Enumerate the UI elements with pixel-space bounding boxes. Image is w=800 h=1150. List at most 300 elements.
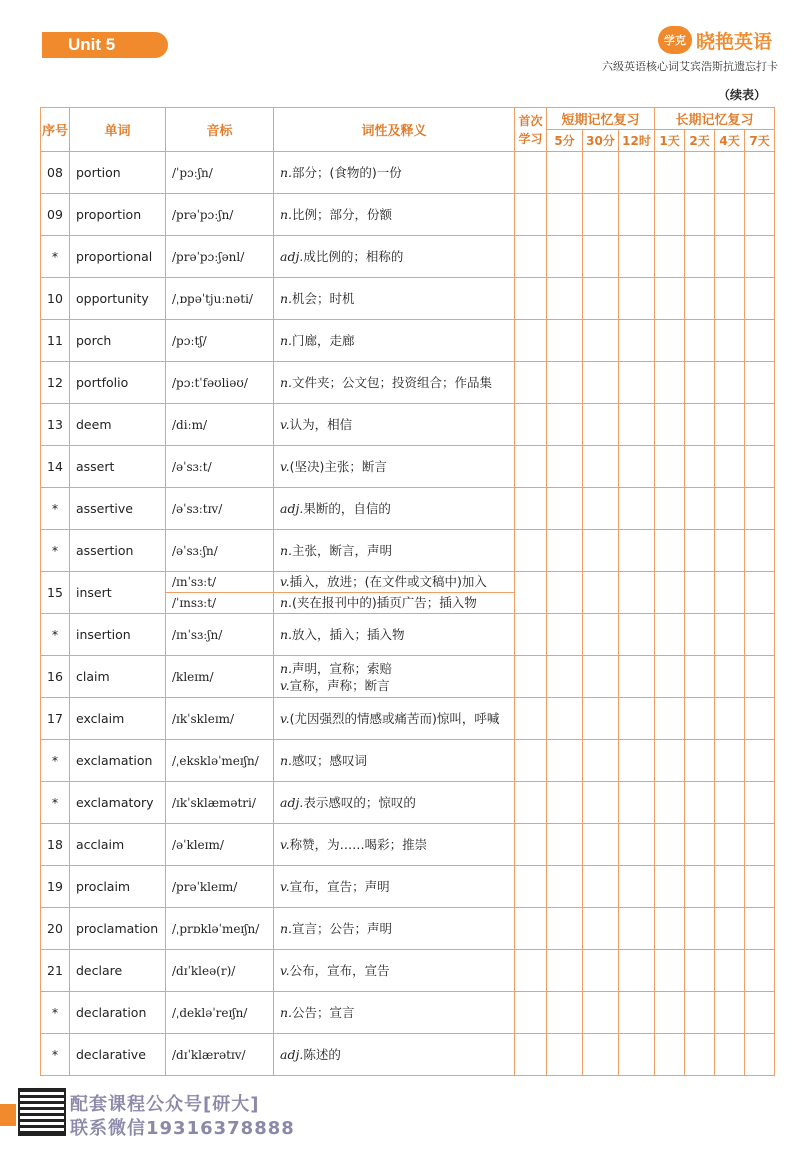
review-checkbox-cell[interactable] xyxy=(745,740,775,782)
review-checkbox-cell[interactable] xyxy=(547,236,583,278)
word-cell: declare xyxy=(70,950,166,992)
review-checkbox-cell[interactable] xyxy=(745,404,775,446)
review-checkbox-cell[interactable] xyxy=(583,1034,619,1076)
definition-cell xyxy=(274,236,515,278)
table-row xyxy=(41,614,775,656)
row-number: 14 xyxy=(41,446,70,488)
definition-cell xyxy=(274,1034,515,1076)
definition-cell xyxy=(274,992,515,1034)
phonetic-cell: /əˈsɜːʃn/ xyxy=(166,530,274,572)
review-checkbox-cell[interactable] xyxy=(583,698,619,740)
review-checkbox-cell[interactable] xyxy=(547,278,583,320)
review-checkbox-cell[interactable] xyxy=(619,740,655,782)
phonetic-cell: /ˈpɔːʃn/ xyxy=(166,152,274,194)
row-number: * xyxy=(41,740,70,782)
review-checkbox-cell[interactable] xyxy=(745,698,775,740)
review-checkbox-cell[interactable] xyxy=(619,572,655,614)
phonetic-cell: /əˈsɜːtɪv/ xyxy=(166,488,274,530)
review-checkbox-cell[interactable] xyxy=(655,950,685,992)
review-checkbox-cell[interactable] xyxy=(655,404,685,446)
table-row xyxy=(41,362,775,404)
slot-long-header: 1天 xyxy=(655,130,685,152)
review-checkbox-cell[interactable] xyxy=(547,824,583,866)
review-checkbox-cell[interactable] xyxy=(745,488,775,530)
pos-label: v. xyxy=(280,711,290,726)
phonetic-cell: /dɪˈklærətɪv/ xyxy=(166,1034,274,1076)
review-checkbox-cell[interactable] xyxy=(515,698,547,740)
review-checkbox-cell[interactable] xyxy=(745,572,775,614)
table-row xyxy=(41,530,775,572)
review-checkbox-cell[interactable] xyxy=(715,152,745,194)
review-checkbox-cell[interactable] xyxy=(619,320,655,362)
review-checkbox-cell[interactable] xyxy=(515,362,547,404)
review-checkbox-cell[interactable] xyxy=(619,908,655,950)
review-checkbox-cell[interactable] xyxy=(655,530,685,572)
definition-cell xyxy=(274,362,515,404)
definition-text: 声明，宣称；索赔 xyxy=(292,660,393,676)
pos-label: n. xyxy=(280,921,293,936)
review-checkbox-cell[interactable] xyxy=(619,656,655,698)
row-number: 08 xyxy=(41,152,70,194)
review-checkbox-cell[interactable] xyxy=(547,152,583,194)
review-checkbox-cell[interactable] xyxy=(515,992,547,1034)
definition-text: (坚决)主张；断言 xyxy=(289,459,387,474)
word-cell: declarative xyxy=(70,1034,166,1076)
row-number: 16 xyxy=(41,656,70,698)
table-row xyxy=(41,194,775,236)
review-checkbox-cell[interactable] xyxy=(547,698,583,740)
definition-cell xyxy=(274,278,515,320)
definition-cell xyxy=(274,698,515,740)
review-checkbox-cell[interactable] xyxy=(547,446,583,488)
review-checkbox-cell[interactable] xyxy=(583,824,619,866)
word-cell: opportunity xyxy=(70,278,166,320)
definition-text: 门廊，走廊 xyxy=(292,333,355,348)
table-row xyxy=(41,236,775,278)
review-checkbox-cell[interactable] xyxy=(515,404,547,446)
review-checkbox-cell[interactable] xyxy=(619,614,655,656)
definition-text: 插入，放进；(在文件或文稿中)加入 xyxy=(289,574,487,589)
review-checkbox-cell[interactable] xyxy=(685,698,715,740)
pos-label: n. xyxy=(280,660,293,676)
review-checkbox-cell[interactable] xyxy=(619,698,655,740)
review-checkbox-cell[interactable] xyxy=(655,320,685,362)
review-checkbox-cell[interactable] xyxy=(619,488,655,530)
review-checkbox-cell[interactable] xyxy=(715,404,745,446)
review-checkbox-cell[interactable] xyxy=(745,320,775,362)
review-checkbox-cell[interactable] xyxy=(655,362,685,404)
review-checkbox-cell[interactable] xyxy=(547,404,583,446)
review-checkbox-cell[interactable] xyxy=(583,740,619,782)
review-checkbox-cell[interactable] xyxy=(655,866,685,908)
vocab-table xyxy=(40,107,775,1076)
review-checkbox-cell[interactable] xyxy=(515,446,547,488)
review-checkbox-cell[interactable] xyxy=(619,782,655,824)
review-checkbox-cell[interactable] xyxy=(547,950,583,992)
word-cell: exclamatory xyxy=(70,782,166,824)
review-checkbox-cell[interactable] xyxy=(715,236,745,278)
definition-cell xyxy=(274,908,515,950)
table-row xyxy=(41,152,775,194)
definition-cell xyxy=(274,572,515,614)
review-checkbox-cell[interactable] xyxy=(655,278,685,320)
review-checkbox-cell[interactable] xyxy=(685,194,715,236)
pos-label: v. xyxy=(280,879,290,894)
definition-cell xyxy=(274,740,515,782)
table-row xyxy=(41,278,775,320)
review-checkbox-cell[interactable] xyxy=(715,950,745,992)
review-checkbox-cell[interactable] xyxy=(685,950,715,992)
word-cell: proportional xyxy=(70,236,166,278)
definition-text: 宣言；公告；声明 xyxy=(292,921,393,936)
review-checkbox-cell[interactable] xyxy=(515,572,547,614)
review-checkbox-cell[interactable] xyxy=(655,1034,685,1076)
phonetic-cell: /ˌprɒkləˈmeɪʃn/ xyxy=(166,908,274,950)
pos-label: v. xyxy=(280,837,290,852)
pos-label: n. xyxy=(280,291,293,306)
review-checkbox-cell[interactable] xyxy=(685,1034,715,1076)
review-checkbox-cell[interactable] xyxy=(515,656,547,698)
word-cell: portion xyxy=(70,152,166,194)
definition-cell xyxy=(274,446,515,488)
row-number: 21 xyxy=(41,950,70,992)
review-checkbox-cell[interactable] xyxy=(583,320,619,362)
row-number: * xyxy=(41,530,70,572)
review-checkbox-cell[interactable] xyxy=(655,740,685,782)
review-checkbox-cell[interactable] xyxy=(745,194,775,236)
review-checkbox-cell[interactable] xyxy=(655,446,685,488)
review-checkbox-cell[interactable] xyxy=(655,488,685,530)
table-row xyxy=(41,824,775,866)
review-checkbox-cell[interactable] xyxy=(685,572,715,614)
review-checkbox-cell[interactable] xyxy=(547,488,583,530)
review-checkbox-cell[interactable] xyxy=(583,782,619,824)
review-checkbox-cell[interactable] xyxy=(619,446,655,488)
review-checkbox-cell[interactable] xyxy=(715,782,745,824)
word-cell: exclamation xyxy=(70,740,166,782)
review-checkbox-cell[interactable] xyxy=(685,992,715,1034)
phonetic-cell: /kleɪm/ xyxy=(166,656,274,698)
review-checkbox-cell[interactable] xyxy=(715,446,745,488)
review-checkbox-cell[interactable] xyxy=(515,866,547,908)
pos-label: n. xyxy=(280,753,293,768)
review-checkbox-cell[interactable] xyxy=(715,362,745,404)
review-checkbox-cell[interactable] xyxy=(515,782,547,824)
review-checkbox-cell[interactable] xyxy=(547,320,583,362)
phonetic-cell: /ˌdekləˈreɪʃn/ xyxy=(166,992,274,1034)
review-checkbox-cell[interactable] xyxy=(655,194,685,236)
word-cell: insert xyxy=(70,572,166,614)
review-checkbox-cell[interactable] xyxy=(547,656,583,698)
review-checkbox-cell[interactable] xyxy=(619,950,655,992)
row-number: * xyxy=(41,614,70,656)
review-checkbox-cell[interactable] xyxy=(515,740,547,782)
definition-cell xyxy=(274,152,515,194)
review-checkbox-cell[interactable] xyxy=(655,698,685,740)
review-checkbox-cell[interactable] xyxy=(655,236,685,278)
review-checkbox-cell[interactable] xyxy=(745,152,775,194)
pos-label: n. xyxy=(280,333,293,348)
footer xyxy=(0,1086,800,1150)
review-checkbox-cell[interactable] xyxy=(745,362,775,404)
phonetic-cell: /ɪkˈskleɪm/ xyxy=(166,698,274,740)
review-checkbox-cell[interactable] xyxy=(583,572,619,614)
review-checkbox-cell[interactable] xyxy=(547,908,583,950)
definition-text: 称赞，为……喝彩；推崇 xyxy=(289,837,428,852)
review-checkbox-cell[interactable] xyxy=(583,404,619,446)
pos-label: n. xyxy=(280,595,293,610)
review-checkbox-cell[interactable] xyxy=(745,908,775,950)
review-checkbox-cell[interactable] xyxy=(515,824,547,866)
definition-text: 宣称，声称；断言 xyxy=(289,677,390,693)
review-checkbox-cell[interactable] xyxy=(685,782,715,824)
review-checkbox-cell[interactable] xyxy=(619,152,655,194)
review-checkbox-cell[interactable] xyxy=(515,278,547,320)
review-checkbox-cell[interactable] xyxy=(547,866,583,908)
definition-text: 成比例的；相称的 xyxy=(303,249,404,264)
pos-label: v. xyxy=(280,417,290,432)
slot-long-header: 7天 xyxy=(745,130,775,152)
review-checkbox-cell[interactable] xyxy=(515,1034,547,1076)
definition-text: 放入，插入；插入物 xyxy=(292,627,405,642)
definition-cell xyxy=(274,656,515,698)
definition-text: (尤因强烈的情感或痛苦而)惊叫，呼喊 xyxy=(289,711,500,726)
review-checkbox-cell[interactable] xyxy=(619,362,655,404)
review-checkbox-cell[interactable] xyxy=(619,404,655,446)
review-checkbox-cell[interactable] xyxy=(547,530,583,572)
review-checkbox-cell[interactable] xyxy=(619,194,655,236)
review-checkbox-cell[interactable] xyxy=(715,530,745,572)
review-checkbox-cell[interactable] xyxy=(583,530,619,572)
review-checkbox-cell[interactable] xyxy=(745,866,775,908)
review-checkbox-cell[interactable] xyxy=(583,152,619,194)
review-checkbox-cell[interactable] xyxy=(685,656,715,698)
review-checkbox-cell[interactable] xyxy=(583,236,619,278)
word-cell: proportion xyxy=(70,194,166,236)
review-checkbox-cell[interactable] xyxy=(515,152,547,194)
review-checkbox-cell[interactable] xyxy=(655,824,685,866)
review-checkbox-cell[interactable] xyxy=(685,488,715,530)
slot-long-header: 2天 xyxy=(685,130,715,152)
review-checkbox-cell[interactable] xyxy=(655,908,685,950)
phonetic-cell: /prəˈkleɪm/ xyxy=(166,866,274,908)
review-checkbox-cell[interactable] xyxy=(547,740,583,782)
review-checkbox-cell[interactable] xyxy=(745,530,775,572)
definition-text: 文件夹；公文包；投资组合；作品集 xyxy=(292,375,493,390)
pos-label: n. xyxy=(280,1005,293,1020)
table-row xyxy=(41,1034,775,1076)
definition-cell xyxy=(274,866,515,908)
phonetic-cell: /prəˈpɔːʃn/ xyxy=(166,194,274,236)
review-checkbox-cell[interactable] xyxy=(619,278,655,320)
review-checkbox-cell[interactable] xyxy=(715,698,745,740)
review-checkbox-cell[interactable] xyxy=(619,530,655,572)
review-checkbox-cell[interactable] xyxy=(515,908,547,950)
review-checkbox-cell[interactable] xyxy=(685,908,715,950)
footer-line1: 配套课程公众号[研大] xyxy=(70,1094,260,1115)
review-checkbox-cell[interactable] xyxy=(745,1034,775,1076)
review-checkbox-cell[interactable] xyxy=(583,908,619,950)
definition-text: 主张，断言，声明 xyxy=(292,543,393,558)
review-checkbox-cell[interactable] xyxy=(619,1034,655,1076)
review-checkbox-cell[interactable] xyxy=(655,992,685,1034)
col-header-no: 序号 xyxy=(41,108,70,152)
review-checkbox-cell[interactable] xyxy=(715,824,745,866)
review-checkbox-cell[interactable] xyxy=(583,362,619,404)
definition-text: 认为，相信 xyxy=(289,417,353,432)
review-checkbox-cell[interactable] xyxy=(583,446,619,488)
word-cell: declaration xyxy=(70,992,166,1034)
review-checkbox-cell[interactable] xyxy=(715,656,745,698)
definition-cell xyxy=(274,950,515,992)
review-checkbox-cell[interactable] xyxy=(745,236,775,278)
review-checkbox-cell[interactable] xyxy=(715,488,745,530)
review-checkbox-cell[interactable] xyxy=(715,866,745,908)
review-checkbox-cell[interactable] xyxy=(655,572,685,614)
review-checkbox-cell[interactable] xyxy=(547,992,583,1034)
definition-text: 部分；(食物的)一份 xyxy=(292,165,402,180)
definition-text: 表示感叹的；惊叹的 xyxy=(303,795,416,810)
review-checkbox-cell[interactable] xyxy=(715,320,745,362)
slot-long-header: 4天 xyxy=(715,130,745,152)
review-checkbox-cell[interactable] xyxy=(547,1034,583,1076)
review-checkbox-cell[interactable] xyxy=(715,614,745,656)
review-checkbox-cell[interactable] xyxy=(685,530,715,572)
review-checkbox-cell[interactable] xyxy=(685,320,715,362)
row-number: * xyxy=(41,1034,70,1076)
definition-cell xyxy=(274,404,515,446)
review-checkbox-cell[interactable] xyxy=(685,362,715,404)
review-checkbox-cell[interactable] xyxy=(515,194,547,236)
review-checkbox-cell[interactable] xyxy=(745,992,775,1034)
review-checkbox-cell[interactable] xyxy=(619,992,655,1034)
review-checkbox-cell[interactable] xyxy=(685,740,715,782)
review-checkbox-cell[interactable] xyxy=(745,782,775,824)
pos-label: n. xyxy=(280,375,293,390)
review-checkbox-cell[interactable] xyxy=(619,236,655,278)
review-checkbox-cell[interactable] xyxy=(685,446,715,488)
definition-text: 机会；时机 xyxy=(292,291,355,306)
definition-cell xyxy=(274,530,515,572)
definition-text: (夹在报刊中的)插页广告；插入物 xyxy=(292,595,477,610)
review-checkbox-cell[interactable] xyxy=(655,656,685,698)
row-number: * xyxy=(41,782,70,824)
review-checkbox-cell[interactable] xyxy=(715,572,745,614)
review-checkbox-cell[interactable] xyxy=(547,362,583,404)
review-checkbox-cell[interactable] xyxy=(745,950,775,992)
review-checkbox-cell[interactable] xyxy=(619,824,655,866)
word-cell: exclaim xyxy=(70,698,166,740)
word-cell: claim xyxy=(70,656,166,698)
review-checkbox-cell[interactable] xyxy=(745,824,775,866)
review-checkbox-cell[interactable] xyxy=(583,194,619,236)
review-checkbox-cell[interactable] xyxy=(583,488,619,530)
review-checkbox-cell[interactable] xyxy=(715,1034,745,1076)
continued-label: （续表） xyxy=(717,88,766,102)
review-checkbox-cell[interactable] xyxy=(619,866,655,908)
review-checkbox-cell[interactable] xyxy=(685,866,715,908)
table-row xyxy=(41,404,775,446)
review-checkbox-cell[interactable] xyxy=(745,278,775,320)
qr-code-icon xyxy=(18,1088,66,1136)
pos-label: n. xyxy=(280,207,293,222)
review-checkbox-cell[interactable] xyxy=(715,278,745,320)
pos-label: adj. xyxy=(280,501,304,516)
review-checkbox-cell[interactable] xyxy=(515,950,547,992)
definition-cell xyxy=(274,320,515,362)
review-checkbox-cell[interactable] xyxy=(745,614,775,656)
review-checkbox-cell[interactable] xyxy=(583,992,619,1034)
col-header-first-study: 首次学习 xyxy=(515,108,547,152)
review-checkbox-cell[interactable] xyxy=(685,614,715,656)
review-checkbox-cell[interactable] xyxy=(745,656,775,698)
review-checkbox-cell[interactable] xyxy=(583,614,619,656)
review-checkbox-cell[interactable] xyxy=(515,488,547,530)
review-checkbox-cell[interactable] xyxy=(547,782,583,824)
word-cell: acclaim xyxy=(70,824,166,866)
row-number: 13 xyxy=(41,404,70,446)
phonetic-cell: /əˈkleɪm/ xyxy=(166,824,274,866)
pos-label: adj. xyxy=(280,795,304,810)
brand-subtitle: 六级英语核心词艾宾浩斯抗遗忘打卡 xyxy=(602,60,778,73)
phonetic-cell: /ˌekskləˈmeɪʃn/ xyxy=(166,740,274,782)
review-checkbox-cell[interactable] xyxy=(685,152,715,194)
definition-cell xyxy=(274,782,515,824)
table-row xyxy=(41,992,775,1034)
definition-text: 感叹；感叹词 xyxy=(292,753,368,768)
col-header-phonetic: 音标 xyxy=(166,108,274,152)
review-checkbox-cell[interactable] xyxy=(745,446,775,488)
review-checkbox-cell[interactable] xyxy=(685,278,715,320)
review-checkbox-cell[interactable] xyxy=(685,236,715,278)
review-checkbox-cell[interactable] xyxy=(583,950,619,992)
col-header-short-review: 短期记忆复习 xyxy=(547,108,655,130)
brand-logo-icon: 学克 xyxy=(658,26,692,54)
table-row xyxy=(41,866,775,908)
review-checkbox-cell[interactable] xyxy=(547,194,583,236)
review-checkbox-cell[interactable] xyxy=(715,194,745,236)
word-cell: proclaim xyxy=(70,866,166,908)
review-checkbox-cell[interactable] xyxy=(715,908,745,950)
review-checkbox-cell[interactable] xyxy=(655,782,685,824)
review-checkbox-cell[interactable] xyxy=(685,404,715,446)
phonetic-cell: /ɪkˈsklæmətri/ xyxy=(166,782,274,824)
row-number: 10 xyxy=(41,278,70,320)
review-checkbox-cell[interactable] xyxy=(547,614,583,656)
review-checkbox-cell[interactable] xyxy=(715,740,745,782)
review-checkbox-cell[interactable] xyxy=(583,866,619,908)
review-checkbox-cell[interactable] xyxy=(583,656,619,698)
review-checkbox-cell[interactable] xyxy=(547,572,583,614)
brand xyxy=(658,26,772,54)
definition-text: 公告；宣言 xyxy=(292,1005,355,1020)
table-row xyxy=(41,572,775,614)
phonetic-cell: /ɪnˈsɜːʃn/ xyxy=(166,614,274,656)
review-checkbox-cell[interactable] xyxy=(655,152,685,194)
review-checkbox-cell[interactable] xyxy=(715,992,745,1034)
review-checkbox-cell[interactable] xyxy=(685,824,715,866)
pos-label: v. xyxy=(280,459,290,474)
review-checkbox-cell[interactable] xyxy=(515,614,547,656)
definition-cell xyxy=(274,824,515,866)
word-cell: deem xyxy=(70,404,166,446)
review-checkbox-cell[interactable] xyxy=(583,278,619,320)
review-checkbox-cell[interactable] xyxy=(515,320,547,362)
review-checkbox-cell[interactable] xyxy=(655,614,685,656)
review-checkbox-cell[interactable] xyxy=(515,236,547,278)
row-number: * xyxy=(41,488,70,530)
review-checkbox-cell[interactable] xyxy=(515,530,547,572)
